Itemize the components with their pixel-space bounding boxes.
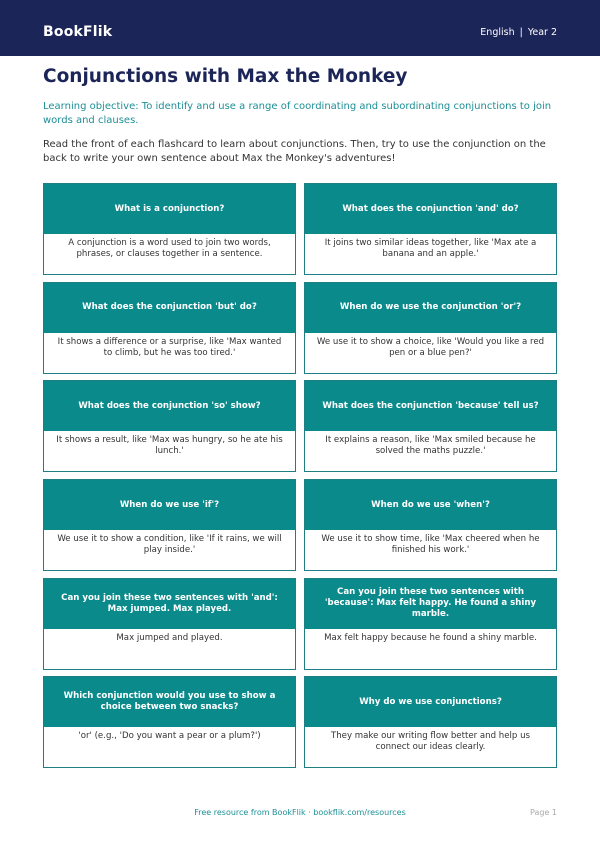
- header-meta: [480, 27, 557, 39]
- flashcard[interactable]: [43, 578, 296, 670]
- flashcard-front: What does the conjunction 'because' tell us?: [305, 381, 556, 431]
- flashcard-front: Which conjunction would you use to show a choice between two snacks?: [44, 677, 295, 727]
- flashcard-front: What does the conjunction 'but' do?: [44, 283, 295, 333]
- flashcard[interactable]: [43, 282, 296, 374]
- flashcard[interactable]: [304, 183, 557, 275]
- flashcard-back: They make our writing flow better and help us connect our ideas clearly.: [305, 727, 556, 767]
- flashcard-back: It joins two similar ideas together, like 'Max ate a banana and an apple.': [305, 234, 556, 274]
- flashcard[interactable]: [304, 479, 557, 571]
- flashcard-front: Can you join these two sentences with 'because': Max felt happy. He found a shiny marble.: [305, 579, 556, 629]
- flashcard-back: We use it to show a condition, like 'If it rains, we will play inside.': [44, 530, 295, 570]
- flashcard-back: It shows a difference or a surprise, like 'Max wanted to climb, but he was too tired.': [44, 333, 295, 373]
- flashcard[interactable]: [43, 183, 296, 275]
- flashcard-back: We use it to show a choice, like 'Would you like a red pen or a blue pen?': [305, 333, 556, 373]
- flashcard-back: Max jumped and played.: [44, 629, 295, 669]
- flashcard[interactable]: [304, 578, 557, 670]
- flashcard-front: What is a conjunction?: [44, 184, 295, 234]
- flashcard-front: When do we use 'when'?: [305, 480, 556, 530]
- page-number: Page 1: [530, 808, 557, 817]
- year-label: Year 2: [527, 27, 557, 38]
- flashcard-back: A conjunction is a word used to join two words, phrases, or clauses together in a sentence.: [44, 234, 295, 274]
- intro-text: Read the front of each flashcard to learn about conjunctions. Then, try to use the conjunction on the back to write your own sentence about Max the Monkey's adventures!: [43, 139, 546, 164]
- learning-objective: Learning objective: To identify and use a range of coordinating and subordinating conjunctions to join words and clauses.: [43, 101, 552, 126]
- footer-resource-link[interactable]: Free resource from BookFlik · bookflik.com/resources: [194, 808, 406, 817]
- flashcard[interactable]: [43, 380, 296, 472]
- flashcard-front: Can you join these two sentences with 'and': Max jumped. Max played.: [44, 579, 295, 629]
- flashcard-back: 'or' (e.g., 'Do you want a pear or a plum?'): [44, 727, 295, 767]
- flashcard-back: It explains a reason, like 'Max smiled because he solved the maths puzzle.': [305, 431, 556, 471]
- flashcard-back: Max felt happy because he found a shiny marble.: [305, 629, 556, 669]
- header-bar: [0, 0, 600, 56]
- flashcard[interactable]: [304, 282, 557, 374]
- page-title: Conjunctions with Max the Monkey: [43, 66, 408, 87]
- subject-label: English: [480, 27, 515, 38]
- flashcard-back: We use it to show time, like 'Max cheered when he finished his work.': [305, 530, 556, 570]
- flashcard[interactable]: [304, 676, 557, 768]
- flashcard-grid: [43, 183, 557, 768]
- flashcard[interactable]: [43, 479, 296, 571]
- flashcard-front: Why do we use conjunctions?: [305, 677, 556, 727]
- flashcard-back: It shows a result, like 'Max was hungry, so he ate his lunch.': [44, 431, 295, 471]
- flashcard[interactable]: [43, 676, 296, 768]
- flashcard-front: What does the conjunction 'and' do?: [305, 184, 556, 234]
- brand-logo[interactable]: BookFlik: [43, 24, 113, 40]
- flashcard-front: When do we use the conjunction 'or'?: [305, 283, 556, 333]
- header-separator: |: [519, 27, 523, 38]
- flashcard[interactable]: [304, 380, 557, 472]
- flashcard-front: When do we use 'if'?: [44, 480, 295, 530]
- flashcard-front: What does the conjunction 'so' show?: [44, 381, 295, 431]
